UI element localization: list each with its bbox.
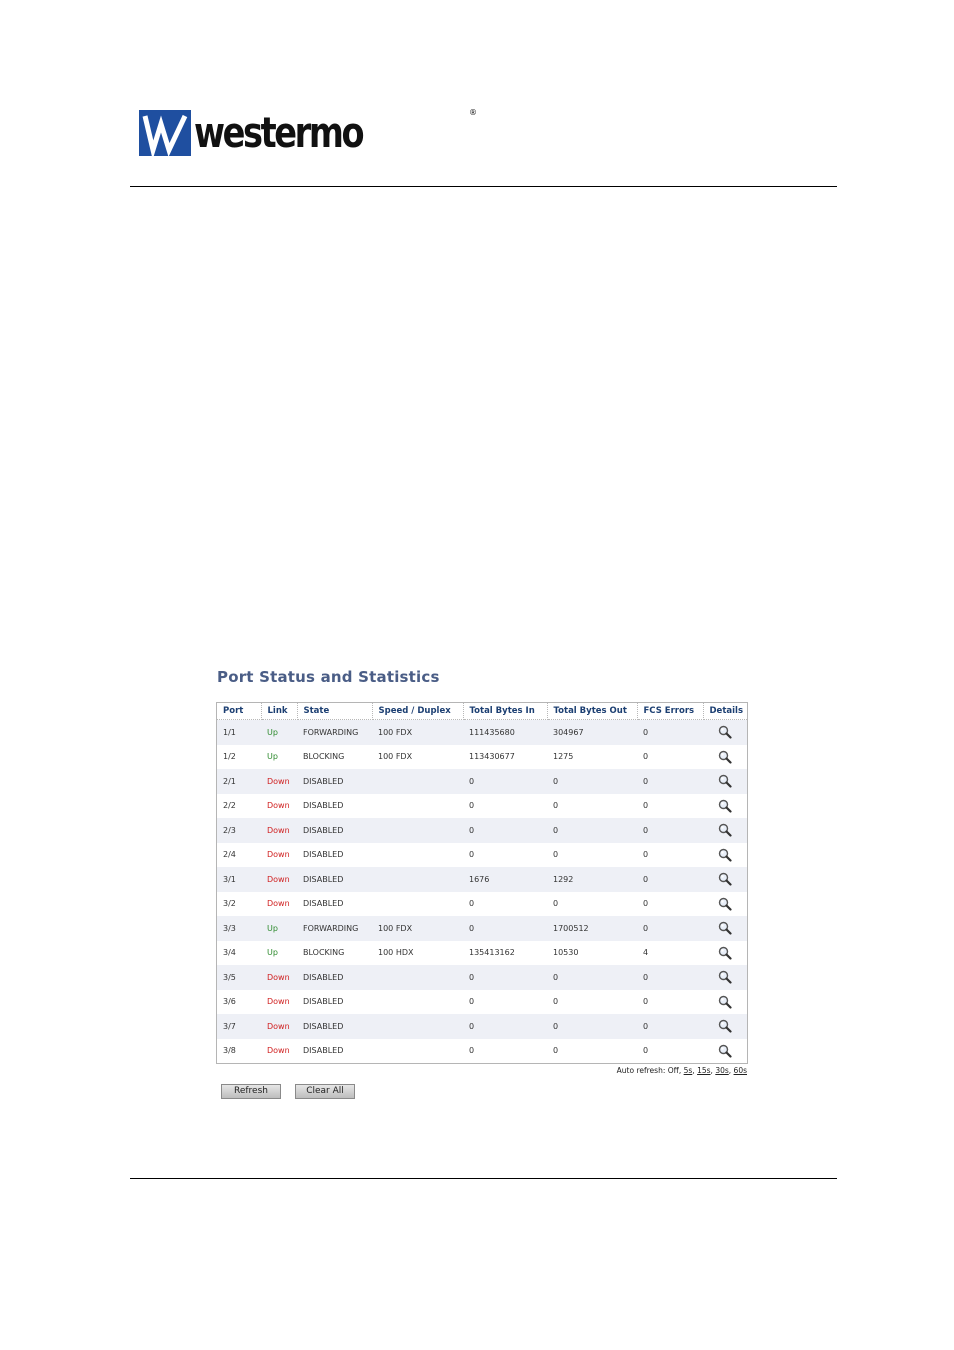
state-cell: DISABLED [297, 867, 372, 892]
auto-refresh-current: Off [667, 1066, 679, 1075]
speed-duplex-cell [372, 965, 463, 990]
fcs-errors-cell: 0 [637, 892, 703, 917]
speed-duplex-cell [372, 1039, 463, 1064]
bytes-in-cell: 0 [463, 892, 547, 917]
bytes-in-cell: 0 [463, 769, 547, 794]
state-cell: BLOCKING [297, 941, 372, 966]
bytes-out-cell: 0 [547, 1014, 637, 1039]
auto-refresh-30s-link[interactable]: 30s [715, 1066, 729, 1075]
port-cell: 3/2 [217, 892, 261, 917]
speed-duplex-cell [372, 818, 463, 843]
link-cell: Up [261, 916, 297, 941]
brand-wordmark: westermo [194, 108, 363, 157]
details-cell [703, 745, 747, 770]
speed-duplex-cell [372, 843, 463, 868]
link-cell: Down [261, 892, 297, 917]
table-row [217, 843, 747, 868]
port-cell: 1/2 [217, 745, 261, 770]
bytes-out-cell: 0 [547, 990, 637, 1015]
fcs-errors-cell: 0 [637, 990, 703, 1015]
link-cell: Up [261, 745, 297, 770]
bytes-in-cell: 0 [463, 965, 547, 990]
bytes-out-cell: 10530 [547, 941, 637, 966]
fcs-errors-cell: 0 [637, 720, 703, 745]
registered-mark: ® [469, 108, 477, 117]
westermo-logo-mark [139, 110, 191, 156]
details-cell [703, 965, 747, 990]
details-cell [703, 892, 747, 917]
port-cell: 1/1 [217, 720, 261, 745]
bytes-out-cell: 0 [547, 818, 637, 843]
clear-all-button[interactable]: Clear All [295, 1084, 355, 1099]
table-row [217, 867, 747, 892]
bytes-out-cell: 0 [547, 843, 637, 868]
state-cell: FORWARDING [297, 720, 372, 745]
port-cell: 3/1 [217, 867, 261, 892]
state-cell: FORWARDING [297, 916, 372, 941]
table-row [217, 941, 747, 966]
state-cell: DISABLED [297, 892, 372, 917]
magnifier-icon[interactable] [718, 725, 732, 739]
speed-duplex-cell [372, 769, 463, 794]
magnifier-icon[interactable] [718, 946, 732, 960]
column-header-state[interactable]: State [297, 703, 372, 720]
table-row [217, 916, 747, 941]
port-cell: 3/7 [217, 1014, 261, 1039]
magnifier-icon[interactable] [718, 848, 732, 862]
magnifier-icon[interactable] [718, 823, 732, 837]
details-cell [703, 990, 747, 1015]
state-cell: BLOCKING [297, 745, 372, 770]
fcs-errors-cell: 0 [637, 916, 703, 941]
speed-duplex-cell [372, 892, 463, 917]
column-header-link[interactable]: Link [261, 703, 297, 720]
details-cell [703, 769, 747, 794]
auto-refresh-60s-link[interactable]: 60s [733, 1066, 747, 1075]
refresh-button[interactable]: Refresh [221, 1084, 281, 1099]
fcs-errors-cell: 0 [637, 818, 703, 843]
magnifier-icon[interactable] [718, 750, 732, 764]
link-cell: Up [261, 720, 297, 745]
details-cell [703, 941, 747, 966]
table-row [217, 769, 747, 794]
auto-refresh-bar: Auto refresh: Off, 5s, 15s, 30s, 60s [616, 1066, 747, 1075]
speed-duplex-cell: 100 FDX [372, 916, 463, 941]
table-row [217, 745, 747, 770]
details-cell [703, 1014, 747, 1039]
bytes-in-cell: 0 [463, 794, 547, 819]
link-cell: Down [261, 794, 297, 819]
link-cell: Down [261, 990, 297, 1015]
state-cell: DISABLED [297, 990, 372, 1015]
bytes-in-cell: 0 [463, 1014, 547, 1039]
footer-divider [130, 1178, 837, 1179]
table-row [217, 794, 747, 819]
bytes-out-cell: 0 [547, 965, 637, 990]
table-header-row [217, 703, 747, 720]
fcs-errors-cell: 0 [637, 769, 703, 794]
details-cell [703, 720, 747, 745]
bytes-out-cell: 0 [547, 892, 637, 917]
page-title: Port Status and Statistics [217, 668, 440, 686]
fcs-errors-cell: 0 [637, 1039, 703, 1064]
magnifier-icon[interactable] [718, 897, 732, 911]
bytes-in-cell: 0 [463, 916, 547, 941]
bytes-in-cell: 0 [463, 990, 547, 1015]
link-cell: Down [261, 965, 297, 990]
auto-refresh-15s-link[interactable]: 15s [697, 1066, 711, 1075]
details-cell [703, 818, 747, 843]
port-cell: 3/5 [217, 965, 261, 990]
table-row [217, 720, 747, 745]
bytes-in-cell: 0 [463, 818, 547, 843]
fcs-errors-cell: 0 [637, 1014, 703, 1039]
state-cell: DISABLED [297, 818, 372, 843]
column-header-port[interactable]: Port [217, 703, 261, 720]
magnifier-icon[interactable] [718, 921, 732, 935]
magnifier-icon[interactable] [718, 995, 732, 1009]
state-cell: DISABLED [297, 769, 372, 794]
bytes-out-cell: 0 [547, 794, 637, 819]
bytes-out-cell: 1700512 [547, 916, 637, 941]
port-cell: 3/6 [217, 990, 261, 1015]
port-cell: 2/4 [217, 843, 261, 868]
port-status-table [216, 702, 748, 1064]
column-header-total-bytes-in[interactable]: Total Bytes In [463, 703, 547, 720]
bytes-in-cell: 113430677 [463, 745, 547, 770]
state-cell: DISABLED [297, 794, 372, 819]
link-cell: Down [261, 818, 297, 843]
bytes-in-cell: 1676 [463, 867, 547, 892]
fcs-errors-cell: 0 [637, 745, 703, 770]
magnifier-icon[interactable] [718, 1044, 732, 1058]
link-cell: Down [261, 843, 297, 868]
magnifier-icon[interactable] [718, 774, 732, 788]
link-cell: Down [261, 1014, 297, 1039]
details-cell [703, 1039, 747, 1064]
table-row [217, 965, 747, 990]
bytes-out-cell: 0 [547, 769, 637, 794]
table-row [217, 818, 747, 843]
column-header-details: Details [703, 703, 747, 720]
port-cell: 2/3 [217, 818, 261, 843]
speed-duplex-cell [372, 794, 463, 819]
link-cell: Up [261, 941, 297, 966]
details-cell [703, 843, 747, 868]
port-cell: 3/4 [217, 941, 261, 966]
table-row [217, 1014, 747, 1039]
details-cell [703, 867, 747, 892]
column-header-total-bytes-out[interactable]: Total Bytes Out [547, 703, 637, 720]
magnifier-icon[interactable] [718, 1019, 732, 1033]
state-cell: DISABLED [297, 1014, 372, 1039]
magnifier-icon[interactable] [718, 872, 732, 886]
table-row [217, 1039, 747, 1064]
column-header-fcs-errors[interactable]: FCS Errors [637, 703, 703, 720]
speed-duplex-cell [372, 990, 463, 1015]
bytes-out-cell: 1275 [547, 745, 637, 770]
bytes-in-cell: 135413162 [463, 941, 547, 966]
fcs-errors-cell: 4 [637, 941, 703, 966]
state-cell: DISABLED [297, 843, 372, 868]
bytes-out-cell: 1292 [547, 867, 637, 892]
details-cell [703, 794, 747, 819]
bytes-in-cell: 111435680 [463, 720, 547, 745]
magnifier-icon[interactable] [718, 970, 732, 984]
fcs-errors-cell: 0 [637, 867, 703, 892]
state-cell: DISABLED [297, 965, 372, 990]
westermo-logo [139, 108, 477, 157]
speed-duplex-cell: 100 HDX [372, 941, 463, 966]
link-cell: Down [261, 867, 297, 892]
speed-duplex-cell: 100 FDX [372, 720, 463, 745]
port-cell: 2/1 [217, 769, 261, 794]
speed-duplex-cell: 100 FDX [372, 745, 463, 770]
auto-refresh-label: Auto refresh: [616, 1066, 666, 1075]
bytes-in-cell: 0 [463, 843, 547, 868]
auto-refresh-5s-link[interactable]: 5s [683, 1066, 693, 1075]
port-cell: 3/8 [217, 1039, 261, 1064]
bytes-in-cell: 0 [463, 1039, 547, 1064]
details-cell [703, 916, 747, 941]
table-row [217, 990, 747, 1015]
port-cell: 3/3 [217, 916, 261, 941]
bytes-out-cell: 0 [547, 1039, 637, 1064]
port-cell: 2/2 [217, 794, 261, 819]
link-cell: Down [261, 769, 297, 794]
state-cell: DISABLED [297, 1039, 372, 1064]
fcs-errors-cell: 0 [637, 843, 703, 868]
fcs-errors-cell: 0 [637, 794, 703, 819]
magnifier-icon[interactable] [718, 799, 732, 813]
speed-duplex-cell [372, 867, 463, 892]
table-row [217, 892, 747, 917]
column-header-speed-duplex[interactable]: Speed / Duplex [372, 703, 463, 720]
bytes-out-cell: 304967 [547, 720, 637, 745]
link-cell: Down [261, 1039, 297, 1064]
fcs-errors-cell: 0 [637, 965, 703, 990]
speed-duplex-cell [372, 1014, 463, 1039]
header-divider [130, 186, 837, 187]
